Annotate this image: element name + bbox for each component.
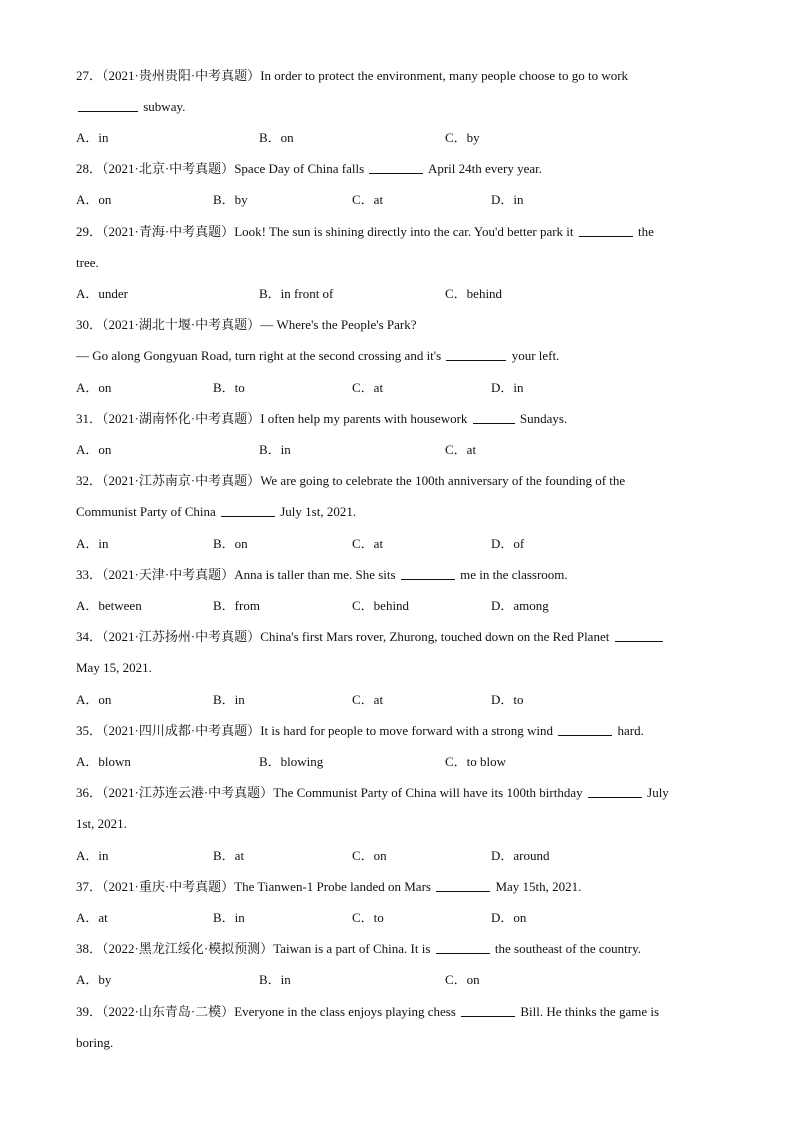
option-c[interactable]: C．at [352, 536, 384, 551]
question-30: 30．（2021·湖北十堰·中考真题）— Where's the People's Park? [76, 317, 417, 332]
option-a[interactable]: A．by [76, 972, 112, 987]
answer-blank[interactable] [436, 941, 490, 954]
question-28: 28．（2021·北京·中考真题）Space Day of China falls April 24th every year. [76, 161, 543, 176]
question-text: Taiwan is a part of China. It is [273, 941, 431, 956]
option-d[interactable]: D．in [491, 380, 524, 395]
option-c[interactable]: C．on [445, 972, 480, 987]
option-c[interactable]: C．at [445, 442, 477, 457]
question-source: （2021·湖北十堰·中考真题） [102, 317, 261, 332]
option-b[interactable]: B．blowing [259, 754, 324, 769]
option-b[interactable]: B．in [213, 692, 245, 707]
question-text: We are going to celebrate the 100th anniversary of the founding of the [260, 473, 626, 488]
option-c[interactable]: C．at [352, 692, 384, 707]
question-34: 34．（2021·江苏扬州·中考真题）China's first Mars rover, Zhurong, touched down on the Red Planet [76, 629, 665, 645]
answer-blank[interactable] [588, 785, 642, 798]
option-c[interactable]: C．at [352, 380, 384, 395]
question-source: （2021·江苏连云港·中考真题） [102, 785, 274, 800]
option-b[interactable]: B．to [213, 380, 245, 395]
answer-blank[interactable] [558, 723, 612, 736]
question-38: 38．（2022·黑龙江绥化·模拟预测）Taiwan is a part of China. It is the southeast of the country. [76, 941, 641, 956]
question-source: （2021·四川成都·中考真题） [102, 723, 261, 738]
option-c[interactable]: C．at [352, 192, 384, 207]
option-d[interactable]: D．to [491, 692, 524, 707]
option-a[interactable]: A．in [76, 130, 109, 145]
question-text: — Go along Gongyuan Road, turn right at the second crossing and it's [76, 348, 442, 363]
option-b[interactable]: B．on [213, 536, 248, 551]
question-text: — Where's the People's Park? [260, 317, 417, 332]
question-text: Sundays. [519, 411, 568, 426]
question-text: Everyone in the class enjoys playing chess [234, 1004, 456, 1019]
answer-blank[interactable] [221, 504, 275, 517]
option-c[interactable]: C．to blow [445, 754, 507, 769]
question-number: 31 [76, 411, 89, 426]
question-number: 36 [76, 785, 89, 800]
option-b[interactable]: B．at [213, 848, 245, 863]
question-number: 27 [76, 68, 89, 83]
question-29-continued: tree. [76, 255, 99, 270]
question-35: 35．（2021·四川成都·中考真题）It is hard for people to move forward with a strong wind hard. [76, 723, 644, 738]
question-text: your left. [511, 348, 560, 363]
option-a[interactable]: A．in [76, 536, 109, 551]
question-39: 39．（2022·山东青岛·二模）Everyone in the class enjoys playing chess Bill. He thinks the game is [76, 1004, 660, 1019]
question-number: 32 [76, 473, 89, 488]
option-a[interactable]: A．in [76, 848, 109, 863]
question-text: me in the classroom. [460, 567, 568, 582]
option-b[interactable]: B．in [213, 910, 245, 925]
question-number: 29 [76, 224, 89, 239]
option-a[interactable]: A．on [76, 692, 112, 707]
option-b[interactable]: B．in front of [259, 286, 334, 301]
answer-blank[interactable] [369, 161, 423, 174]
answer-blank[interactable] [461, 1004, 515, 1017]
question-text: subway. [143, 99, 186, 114]
question-number: 35 [76, 723, 89, 738]
answer-blank[interactable] [579, 224, 633, 237]
answer-blank[interactable] [473, 411, 515, 424]
question-source: （2022·山东青岛·二模） [102, 1004, 235, 1019]
option-b[interactable]: B．in [259, 442, 291, 457]
option-b[interactable]: B．by [213, 192, 248, 207]
option-a[interactable]: A．on [76, 380, 112, 395]
option-b[interactable]: B．in [259, 972, 291, 987]
question-29: 29．（2021·青海·中考真题）Look! The sun is shining directly into the car. You'd better park it the [76, 224, 654, 239]
question-text: In order to protect the environment, many people choose to go to work [260, 68, 629, 83]
question-text: Look! The sun is shining directly into the car. You'd better park it [234, 224, 574, 239]
option-d[interactable]: D．in [491, 192, 524, 207]
question-34-continued: May 15, 2021. [76, 660, 152, 675]
question-source: （2022·黑龙江绥化·模拟预测） [102, 941, 274, 956]
question-source: （2021·北京·中考真题） [102, 161, 235, 176]
question-source: （2021·青海·中考真题） [102, 224, 235, 239]
question-33: 33．（2021·天津·中考真题）Anna is taller than me. She sits me in the classroom. [76, 567, 568, 582]
question-30-dialog [76, 348, 559, 364]
option-d[interactable]: D．on [491, 910, 527, 925]
question-text: the southeast of the country. [494, 941, 641, 956]
question-37: 37．（2021·重庆·中考真题）The Tianwen-1 Probe landed on Mars May 15th, 2021. [76, 879, 582, 894]
option-a[interactable]: A．blown [76, 754, 131, 769]
question-number: 37 [76, 879, 89, 894]
question-32-continued [76, 504, 356, 520]
question-text: Space Day of China falls [234, 161, 365, 176]
question-text: The Communist Party of China will have its 100th birthday [273, 785, 583, 800]
question-text: Communist Party of China [76, 504, 216, 519]
option-c[interactable]: C．on [352, 848, 387, 863]
question-source: （2021·天津·中考真题） [102, 567, 235, 582]
question-27: 27．（2021·贵州贵阳·中考真题）In order to protect the environment, many people choose to go to work [76, 68, 629, 83]
question-text: Anna is taller than me. She sits [234, 567, 396, 582]
question-text: July 1st, 2021. [280, 504, 357, 519]
answer-blank[interactable] [446, 348, 506, 361]
question-source: （2021·重庆·中考真题） [102, 879, 235, 894]
answer-blank[interactable] [615, 629, 663, 642]
question-number: 38 [76, 941, 89, 956]
question-text: May 15th, 2021. [495, 879, 582, 894]
question-source: （2021·江苏扬州·中考真题） [102, 629, 261, 644]
question-source: （2021·湖南怀化·中考真题） [102, 411, 261, 426]
question-number: 28 [76, 161, 89, 176]
question-source: （2021·贵州贵阳·中考真题） [102, 68, 261, 83]
question-text: The Tianwen-1 Probe landed on Mars [234, 879, 431, 894]
option-c[interactable]: C．behind [445, 286, 503, 301]
question-text: China's first Mars rover, Zhurong, touched down on the Red Planet [260, 629, 610, 644]
question-32: 32．（2021·江苏南京·中考真题）We are going to celebrate the 100th anniversary of the founding of the [76, 473, 626, 488]
option-c[interactable]: C．by [445, 130, 480, 145]
question-number: 30 [76, 317, 89, 332]
question-text: I often help my parents with housework [260, 411, 468, 426]
question-text: the [638, 224, 654, 239]
option-c[interactable]: C．to [352, 910, 384, 925]
question-39-continued: boring. [76, 1035, 114, 1050]
question-number: 34 [76, 629, 89, 644]
option-d[interactable]: D．among [491, 598, 549, 613]
option-c[interactable]: C．behind [352, 598, 410, 613]
option-b[interactable]: B．from [213, 598, 260, 613]
option-b[interactable]: B．on [259, 130, 294, 145]
question-number: 33 [76, 567, 89, 582]
option-a[interactable]: A．between [76, 598, 142, 613]
question-number: 39 [76, 1004, 89, 1019]
question-source: （2021·江苏南京·中考真题） [102, 473, 261, 488]
question-text: It is hard for people to move forward with a strong wind [260, 723, 553, 738]
question-36-continued: 1st, 2021. [76, 816, 127, 831]
answer-blank[interactable] [78, 99, 138, 112]
question-36: 36．（2021·江苏连云港·中考真题）The Communist Party of China will have its 100th birthday July [76, 785, 669, 800]
question-text: hard. [617, 723, 644, 738]
answer-blank[interactable] [436, 879, 490, 892]
question-text: April 24th every year. [427, 161, 543, 176]
option-a[interactable]: A．under [76, 286, 128, 301]
question-text: Bill. He thinks the game is [520, 1004, 660, 1019]
question-27-continued [76, 99, 185, 115]
option-a[interactable]: A．on [76, 442, 112, 457]
question-31: 31．（2021·湖南怀化·中考真题）I often help my parents with housework Sundays. [76, 411, 568, 426]
option-d[interactable]: D．around [491, 848, 550, 863]
question-text: July [647, 785, 669, 800]
answer-blank[interactable] [401, 567, 455, 580]
option-d[interactable]: D．of [491, 536, 525, 551]
option-a[interactable]: A．at [76, 910, 108, 925]
option-a[interactable]: A．on [76, 192, 112, 207]
